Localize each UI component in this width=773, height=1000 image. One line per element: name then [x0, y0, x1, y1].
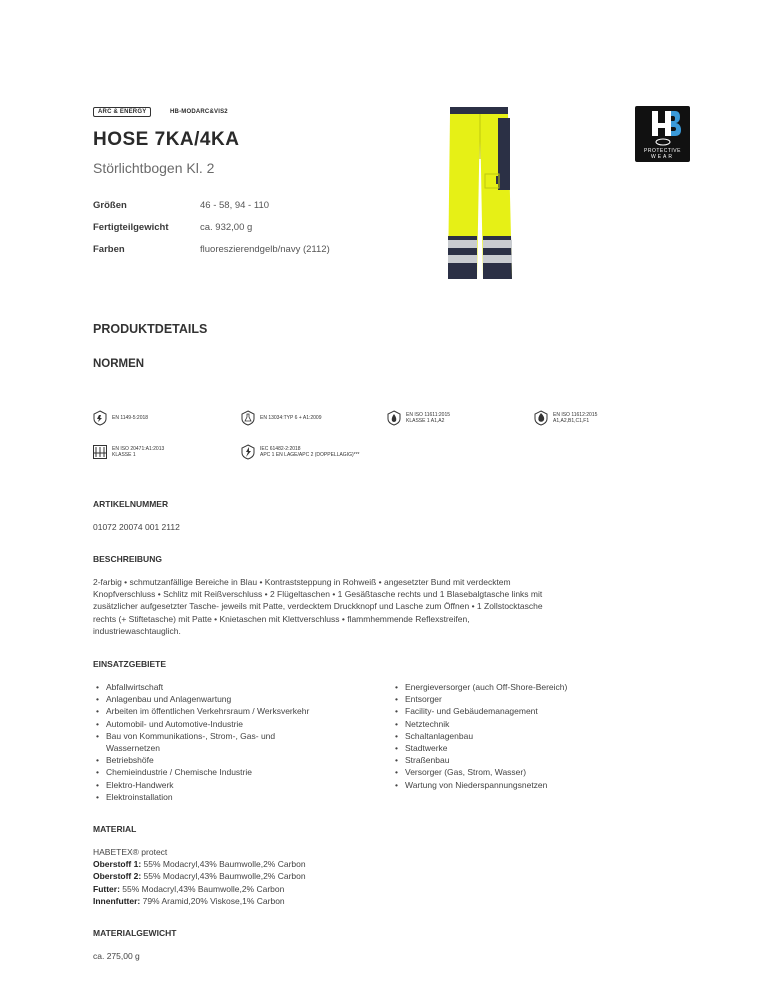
- norm-text: EN ISO 11612:2015: [553, 412, 598, 418]
- applications-list-left: [93, 681, 333, 803]
- list-item: • Bau von Kommunikations-, Strom-, Gas- und Wassernetzen: [93, 730, 306, 754]
- electric-arc-icon: [240, 444, 256, 460]
- list-item: • Schaltanlagenbau: [392, 730, 672, 742]
- material-block: [93, 846, 306, 907]
- list-item: • Versorger (Gas, Strom, Wasser): [392, 766, 672, 778]
- list-item: • Anlagenbau und Anlagenwartung: [93, 693, 333, 705]
- norm-text: APC 1 EN LAGE/APC 2 (DOPPELLAGIG)***: [260, 452, 360, 458]
- section-heading-produktdetails: PRODUKTDETAILS: [93, 322, 208, 336]
- material-label: Futter:: [93, 883, 120, 894]
- spec-label-colors: Farben: [93, 244, 125, 255]
- fire-protection-icon: [533, 410, 549, 426]
- list-item: • Betriebshöfe: [93, 754, 333, 766]
- material-value: 55% Modacryl,43% Baumwolle,2% Carbon: [122, 883, 285, 894]
- list-item: • Chemieindustrie / Chemische Industrie: [93, 766, 333, 778]
- product-code: HB-MODARC&VIS2: [170, 109, 228, 115]
- material-label: Oberstoff 2:: [93, 871, 142, 882]
- product-image-trousers: [440, 104, 520, 284]
- logo-text-protective: PROTECTIVE: [644, 148, 681, 154]
- protective-clothing-icon: [92, 410, 108, 426]
- description-text: [93, 576, 693, 637]
- list-item: • Abfallwirtschaft: [93, 681, 333, 693]
- norm-text: EN ISO 20471:A1:2013: [112, 446, 165, 452]
- material-label: Innenfutter:: [93, 895, 141, 906]
- norm-text: EN 1149-5:2018: [112, 415, 149, 421]
- list-item: • Elektroinstallation: [93, 791, 333, 803]
- norm-text: KLASSE 1: [112, 452, 136, 458]
- material-label: Oberstoff 1:: [93, 859, 142, 870]
- norm-item: [92, 444, 164, 460]
- description-line: rechts (+ Stiftetasche) mit Patte • Knietaschen mit Klettverschluss • flammhemmende Reflexstreifen,: [93, 613, 470, 624]
- norm-text: EN ISO 11611:2015: [406, 412, 451, 418]
- flame-icon: [386, 410, 402, 426]
- description-line: industriewaschtauglich.: [93, 625, 181, 636]
- list-item: • Netztechnik: [392, 718, 672, 730]
- norm-text: IEC 61482-2:2018: [260, 446, 301, 452]
- list-item: • Stadtwerke: [392, 742, 672, 754]
- list-item: • Entsorger: [392, 693, 672, 705]
- list-item: • Energieversorger (auch Off-Shore-Bereich): [392, 681, 672, 693]
- article-number: 01072 20074 001 2112: [93, 522, 180, 532]
- list-item: • Wartung von Niederspannungsnetzen: [392, 779, 672, 791]
- norm-item: [240, 410, 321, 426]
- section-heading-beschreibung: BESCHREIBUNG: [93, 554, 162, 564]
- section-heading-materialgewicht: MATERIALGEWICHT: [93, 928, 177, 938]
- hi-vis-icon: [92, 444, 108, 460]
- category-badge: ARC & ENERGY: [93, 107, 151, 117]
- norm-item: [92, 410, 148, 426]
- chemical-flask-icon: [240, 410, 256, 426]
- list-item: • Automobil- und Automotive-Industrie: [93, 718, 333, 730]
- section-heading-normen: NORMEN: [93, 358, 145, 370]
- section-heading-material: MATERIAL: [93, 824, 137, 834]
- spec-value-sizes: 46 - 58, 94 - 110: [200, 200, 270, 211]
- material-row: [93, 895, 306, 907]
- norm-text: A1,A2,B1,C1,F1: [553, 418, 590, 424]
- section-heading-artikelnummer: ARTIKELNUMMER: [93, 499, 169, 509]
- material-row: [93, 858, 306, 870]
- material-value: 79% Aramid,20% Viskose,1% Carbon: [142, 895, 285, 906]
- material-value: 55% Modacryl,43% Baumwolle,2% Carbon: [143, 859, 306, 870]
- list-item: • Facility- und Gebäudemanagement: [392, 705, 672, 717]
- description-line: zusätzlicher aufgesetzter Tasche- jeweils mit Patte, verdecktem Druckknopf und Lasche zum Öffnen • 1 Zollstocktasche: [93, 601, 543, 612]
- applications-list-right: [392, 681, 672, 791]
- norm-item: [240, 444, 359, 460]
- norm-text: KLASSE 1 A1,A2: [406, 418, 445, 424]
- spec-label-sizes: Größen: [93, 200, 127, 211]
- page-title: HOSE 7KA/4KA: [93, 129, 240, 150]
- material-row: [93, 883, 306, 895]
- section-heading-einsatzgebiete: EINSATZGEBIETE: [93, 659, 167, 669]
- list-item: • Straßenbau: [392, 754, 672, 766]
- brand-logo: [635, 106, 690, 162]
- spec-value-colors: fluoreszierendgelb/navy (2112): [200, 244, 330, 255]
- list-item: • Arbeiten im öffentlichen Verkehrsraum / Werksverkehr: [93, 705, 333, 717]
- norm-item: [533, 410, 597, 426]
- description-line: 2-farbig • schmutzanfällige Bereiche in Blau • Kontraststeppung in Rohweiß • angesetzter Bund mit verdecktem: [93, 577, 511, 587]
- norm-item: [386, 410, 450, 426]
- spec-value-weight: ca. 932,00 g: [200, 222, 253, 233]
- material-value: 55% Modacryl,43% Baumwolle,2% Carbon: [143, 871, 306, 882]
- norm-text: EN 13034:TYP 6 + A1:2009: [260, 415, 322, 421]
- material-brand: HABETEX® protect: [93, 847, 168, 857]
- spec-label-weight: Fertigteilgewicht: [93, 222, 169, 233]
- logo-text-wear: WEAR: [651, 154, 674, 160]
- description-line: Knopfverschluss • Schlitz mit Reißverschluss • 2 Flügeltaschen • 1 Gesäßtasche rechts und 1 Blasebalgtasche links mit: [93, 589, 543, 600]
- list-item: • Elektro-Handwerk: [93, 779, 333, 791]
- material-weight: ca. 275,00 g: [93, 951, 140, 961]
- material-row: [93, 870, 306, 882]
- page-subtitle: Störlichtbogen Kl. 2: [93, 160, 215, 176]
